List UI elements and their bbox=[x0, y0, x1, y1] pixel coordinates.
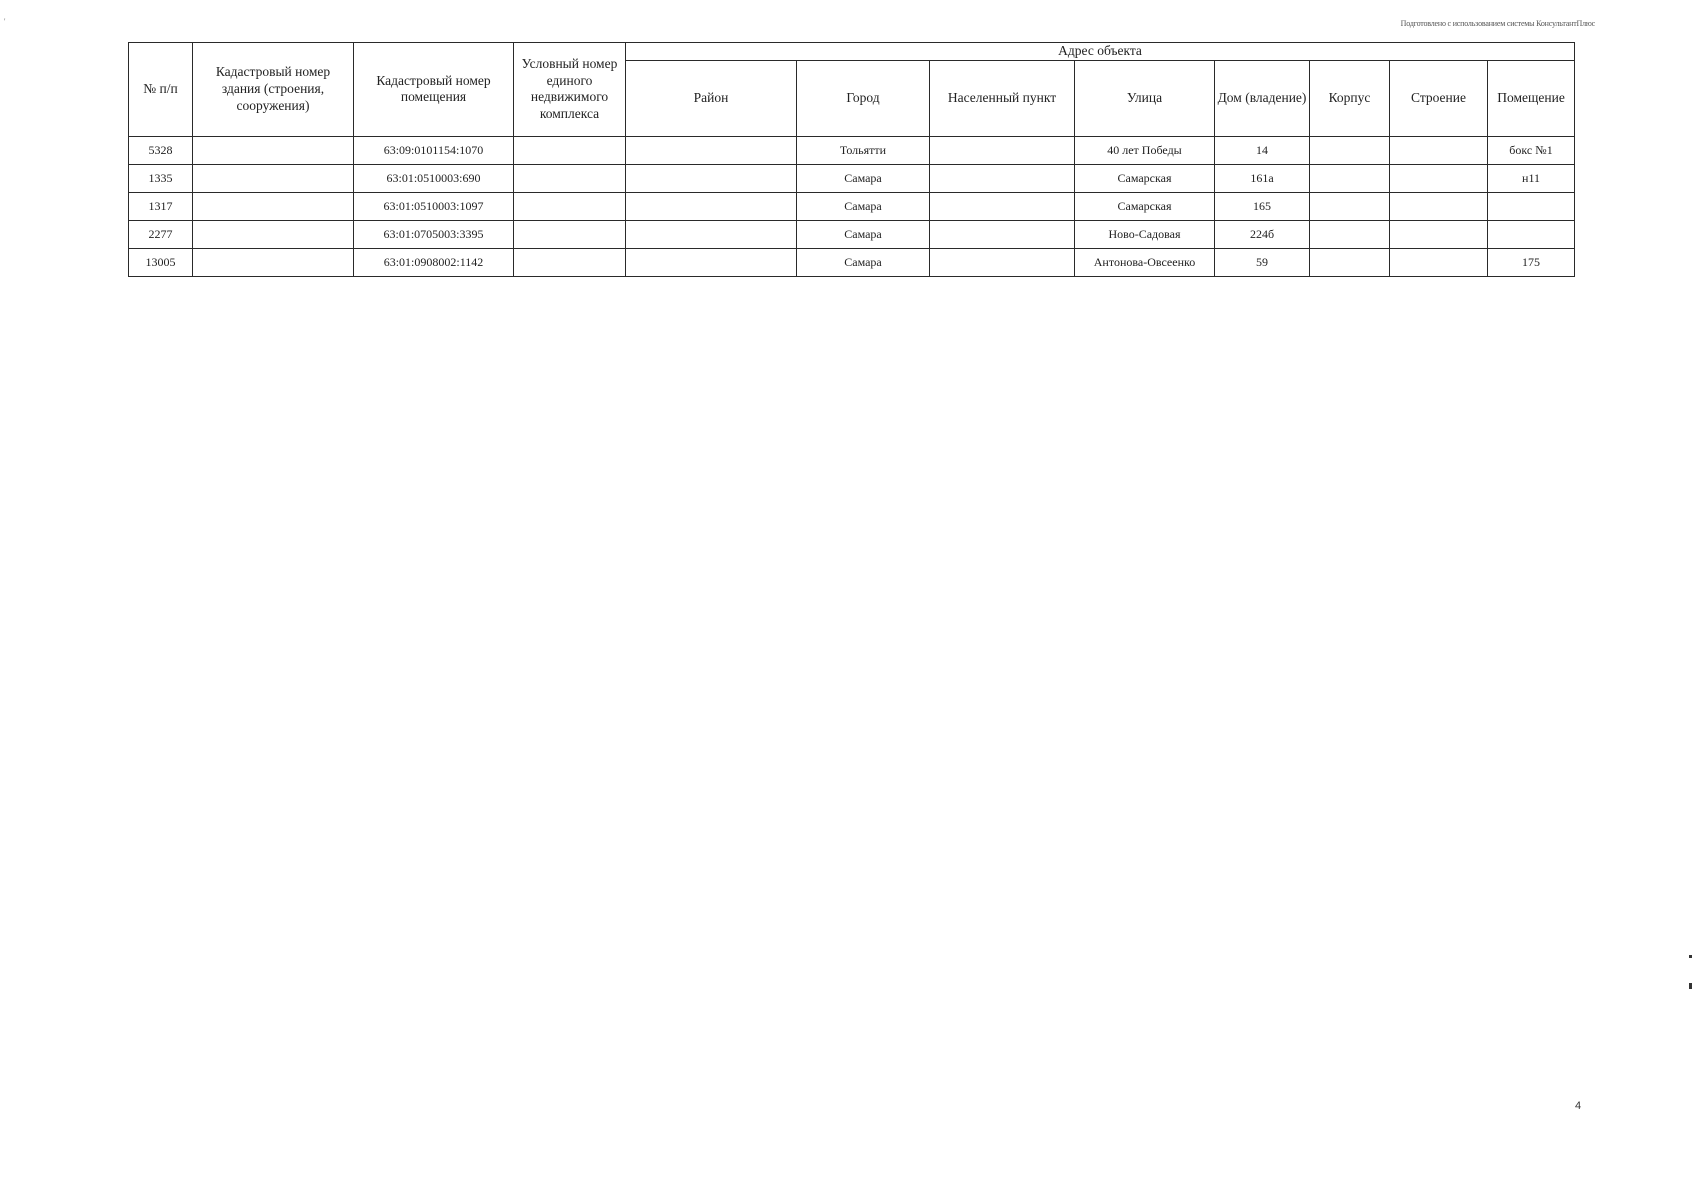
table-row bbox=[129, 248, 1575, 276]
cell-premises-cadastral: 63:01:0510003:1097 bbox=[354, 192, 514, 220]
cell-city: Самара bbox=[797, 192, 930, 220]
cell-premises: н11 bbox=[1488, 164, 1575, 192]
cell-complex-number bbox=[514, 136, 626, 164]
col-header-premises: Помещение bbox=[1488, 60, 1575, 136]
cell-structure bbox=[1390, 220, 1488, 248]
table-row bbox=[129, 164, 1575, 192]
cell-structure bbox=[1390, 192, 1488, 220]
col-header-house: Дом (владение) bbox=[1215, 60, 1310, 136]
cell-premises: 175 bbox=[1488, 248, 1575, 276]
cell-street: Антонова-Овсеенко bbox=[1075, 248, 1215, 276]
cell-building-block bbox=[1310, 220, 1390, 248]
cell-street: Ново-Садовая bbox=[1075, 220, 1215, 248]
cell-building-cadastral bbox=[193, 220, 354, 248]
cell-settlement bbox=[930, 136, 1075, 164]
cell-complex-number bbox=[514, 220, 626, 248]
cell-district bbox=[626, 136, 797, 164]
cell-settlement bbox=[930, 220, 1075, 248]
cell-city: Самара bbox=[797, 220, 930, 248]
cell-complex-number bbox=[514, 164, 626, 192]
cell-num: 2277 bbox=[129, 220, 193, 248]
cell-num: 5328 bbox=[129, 136, 193, 164]
cell-premises-cadastral: 63:01:0510003:690 bbox=[354, 164, 514, 192]
cell-num: 1335 bbox=[129, 164, 193, 192]
property-registry-table bbox=[128, 42, 1575, 277]
col-header-settlement: Населенный пункт bbox=[930, 60, 1075, 136]
cell-building-block bbox=[1310, 164, 1390, 192]
col-header-city: Город bbox=[797, 60, 930, 136]
cell-street: 40 лет Победы bbox=[1075, 136, 1215, 164]
cell-city: Самара bbox=[797, 164, 930, 192]
col-header-street: Улица bbox=[1075, 60, 1215, 136]
cell-settlement bbox=[930, 164, 1075, 192]
cell-building-cadastral bbox=[193, 164, 354, 192]
cell-house: 161а bbox=[1215, 164, 1310, 192]
cell-city: Самара bbox=[797, 248, 930, 276]
cell-house: 165 bbox=[1215, 192, 1310, 220]
cell-building-cadastral bbox=[193, 248, 354, 276]
cell-street: Самарская bbox=[1075, 192, 1215, 220]
cell-house: 59 bbox=[1215, 248, 1310, 276]
table-row bbox=[129, 192, 1575, 220]
cell-structure bbox=[1390, 164, 1488, 192]
cell-premises-cadastral: 63:09:0101154:1070 bbox=[354, 136, 514, 164]
cell-premises-cadastral: 63:01:0705003:3395 bbox=[354, 220, 514, 248]
scan-edge-mark bbox=[1689, 955, 1692, 958]
col-header-building-cadastral: Кадастровый номер здания (строения, сооружения) bbox=[193, 43, 354, 137]
cell-structure bbox=[1390, 136, 1488, 164]
cell-building-cadastral bbox=[193, 136, 354, 164]
cell-num: 1317 bbox=[129, 192, 193, 220]
cell-street: Самарская bbox=[1075, 164, 1215, 192]
cell-num: 13005 bbox=[129, 248, 193, 276]
cell-complex-number bbox=[514, 192, 626, 220]
cell-premises bbox=[1488, 192, 1575, 220]
col-header-district: Район bbox=[626, 60, 797, 136]
consultant-plus-note: Подготовлено с использованием системы КонсультантПлюс bbox=[1400, 19, 1595, 28]
col-header-building-block: Корпус bbox=[1310, 60, 1390, 136]
col-header-structure: Строение bbox=[1390, 60, 1488, 136]
col-header-num: № п/п bbox=[129, 43, 193, 137]
cell-building-block bbox=[1310, 248, 1390, 276]
table-row bbox=[129, 220, 1575, 248]
cell-building-block bbox=[1310, 136, 1390, 164]
cell-settlement bbox=[930, 192, 1075, 220]
cell-house: 14 bbox=[1215, 136, 1310, 164]
cell-district bbox=[626, 192, 797, 220]
cell-complex-number bbox=[514, 248, 626, 276]
cell-building-block bbox=[1310, 192, 1390, 220]
cell-district bbox=[626, 164, 797, 192]
cell-premises-cadastral: 63:01:0908002:1142 bbox=[354, 248, 514, 276]
col-group-address: Адрес объекта bbox=[626, 43, 1575, 61]
cell-premises: бокс №1 bbox=[1488, 136, 1575, 164]
page-number: 4 bbox=[1575, 1100, 1582, 1112]
scan-corner-mark: ' bbox=[4, 17, 6, 26]
cell-settlement bbox=[930, 248, 1075, 276]
cell-building-cadastral bbox=[193, 192, 354, 220]
cell-structure bbox=[1390, 248, 1488, 276]
col-header-premises-cadastral: Кадастровый номер помещения bbox=[354, 43, 514, 137]
cell-district bbox=[626, 248, 797, 276]
cell-city: Тольятти bbox=[797, 136, 930, 164]
cell-premises bbox=[1488, 220, 1575, 248]
scan-edge-mark bbox=[1689, 983, 1692, 989]
col-header-complex-number: Условный номер единого недвижимого комплекса bbox=[514, 43, 626, 137]
table-row bbox=[129, 136, 1575, 164]
cell-house: 224б bbox=[1215, 220, 1310, 248]
cell-district bbox=[626, 220, 797, 248]
